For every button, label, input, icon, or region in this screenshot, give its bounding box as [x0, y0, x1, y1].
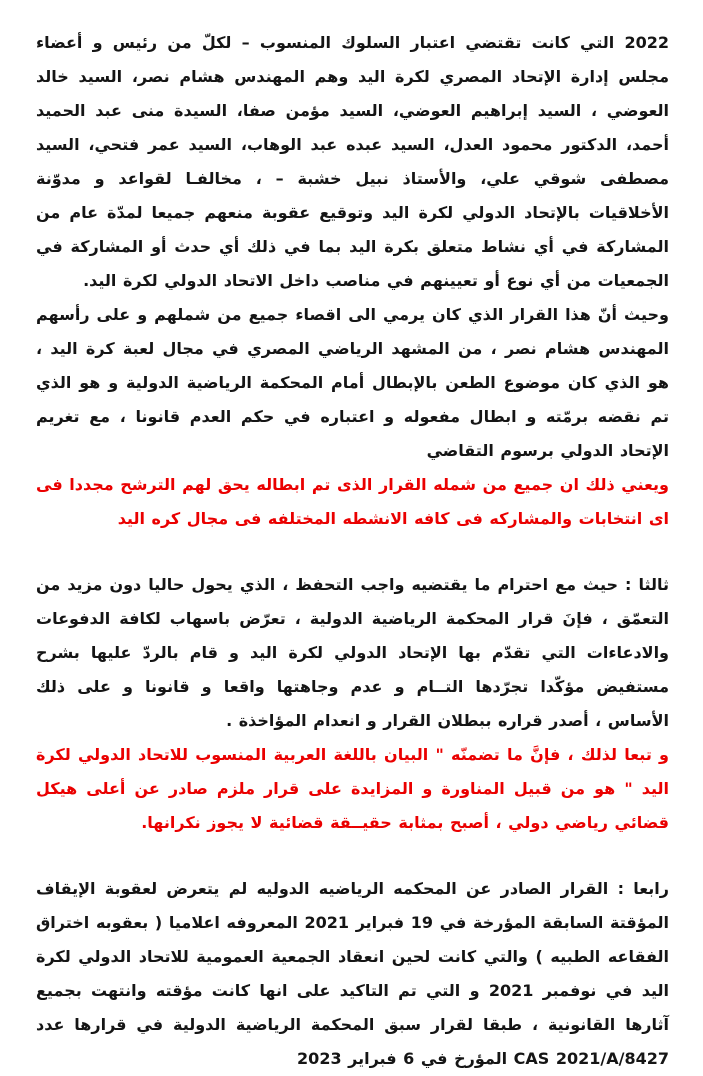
paragraph-annulment-statement: وحيث أنّ هذا القرار الذي كان يرمي الى اقصاء جميع من شملهم و على رأسهم المهندس هشام نصر ، من المشهد الرياضي المصري في مجال لعبة كرة اليد ، هو الذي كان موضوع الطعن بالإبطال أمام المحكمة الرياضية الدولية و هو الذي تم نقضه برمّته و ابطال مفعوله و اعتباره في حكم العدم قانونا ، مع تغريم الإتحاد الدولي برسوم التقاضي — [36, 305, 669, 460]
paragraph-red-note-statement: و تبعا لذلك ، فإنَّ ما تضمنّه " البيان باللغة العربية المنسوب للاتحاد الدولي لكرة اليد " هو من قبيل المناورة و المزايدة على قرار ملزم صادر عن أعلى هيكل قضائي رياضي دولي ، أصبح بمثابة حقيــقة قضائية لا يجوز نكرانها. — [36, 745, 669, 832]
paragraph-fourthly: رابعا : القرار الصادر عن المحكمه الرياضيه الدوليه لم يتعرض لعقوبة الإيقاف المؤقتة السابقة المؤرخة في 19 فبراير 2021 المعروفه اعلاميا ( بعقوبه اختراق الفقاعه الطبيه ) والتي كانت لحين انعقاد الجمعية العمومية للاتحاد الدولي لكرة اليد في نوفمبر 2021 و التي تم التاكيد على انها كانت مؤقته وانتهت بجميع آثارها القانونية ، طبقا لقرار سبق المحكمة الرياضية الدولية في قرارها عدد CAS 2021/A/8427 المؤرخ في 6 فبراير 2023 — [36, 879, 670, 1068]
paragraph-red-note-reelection: ويعني ذلك ان جميع من شمله القرار الذى تم ابطاله يحق لهم الترشح مجددا فى اى انتخابات والمشاركه فى كافه الانشطه المختلفه فى مجال كره اليد — [36, 475, 669, 528]
paragraph-thirdly: ثالثا : حيث مع احترام ما يقتضيه واجب التحفظ ، الذي يحول حاليا دون مزيد من التعمّق ، فإنَ قرار المحكمة الرياضية الدولية ، تعرّض باسهاب لكافة الدفوعات والادعاءات التي تقدّم بها الإتحاد الدولي لكرة اليد و قام بالردّ عليها بشرح مستفيض مؤكّدا تجرّدها التــام و عدم وجاهتها واقعا و قانونا و على ذلك الأساس ، أصدر قراره ببطلان القرار و انعدام المؤاخذة . — [36, 575, 669, 730]
paragraph-sanction-description: 2022 التي كانت تقتضي اعتبار السلوك المنسوب – لكلّ من رئيس و أعضاء مجلس إدارة الإتحاد المصري لكرة اليد وهم المهندس هشام نصر، السيد خالد العوضي ، السيد إبراهيم العوضي، السيد مؤمن صفا، السيدة منى عبد الحميد أحمد، الدكتور محمود العدل، السيد عبده عبد الوهاب، السيد عمر فتحي، السيد مصطفى شوقي علي، والأستاذ نبيل خشبة – ، مخالفـا لقواعد و مدوّنة الأخلاقيات بالإتحاد الدولي لكرة اليد وتوقيع عقوبة منعهم جميعا لمدّة عام من المشاركة في أي نشاط متعلق بكرة اليد بما في ذلك أي حدث أو المشاركة في الجمعيات من أي نوع أو تعيينهم في مناصب داخل الاتحاد الدولي لكرة اليد. — [36, 33, 669, 290]
